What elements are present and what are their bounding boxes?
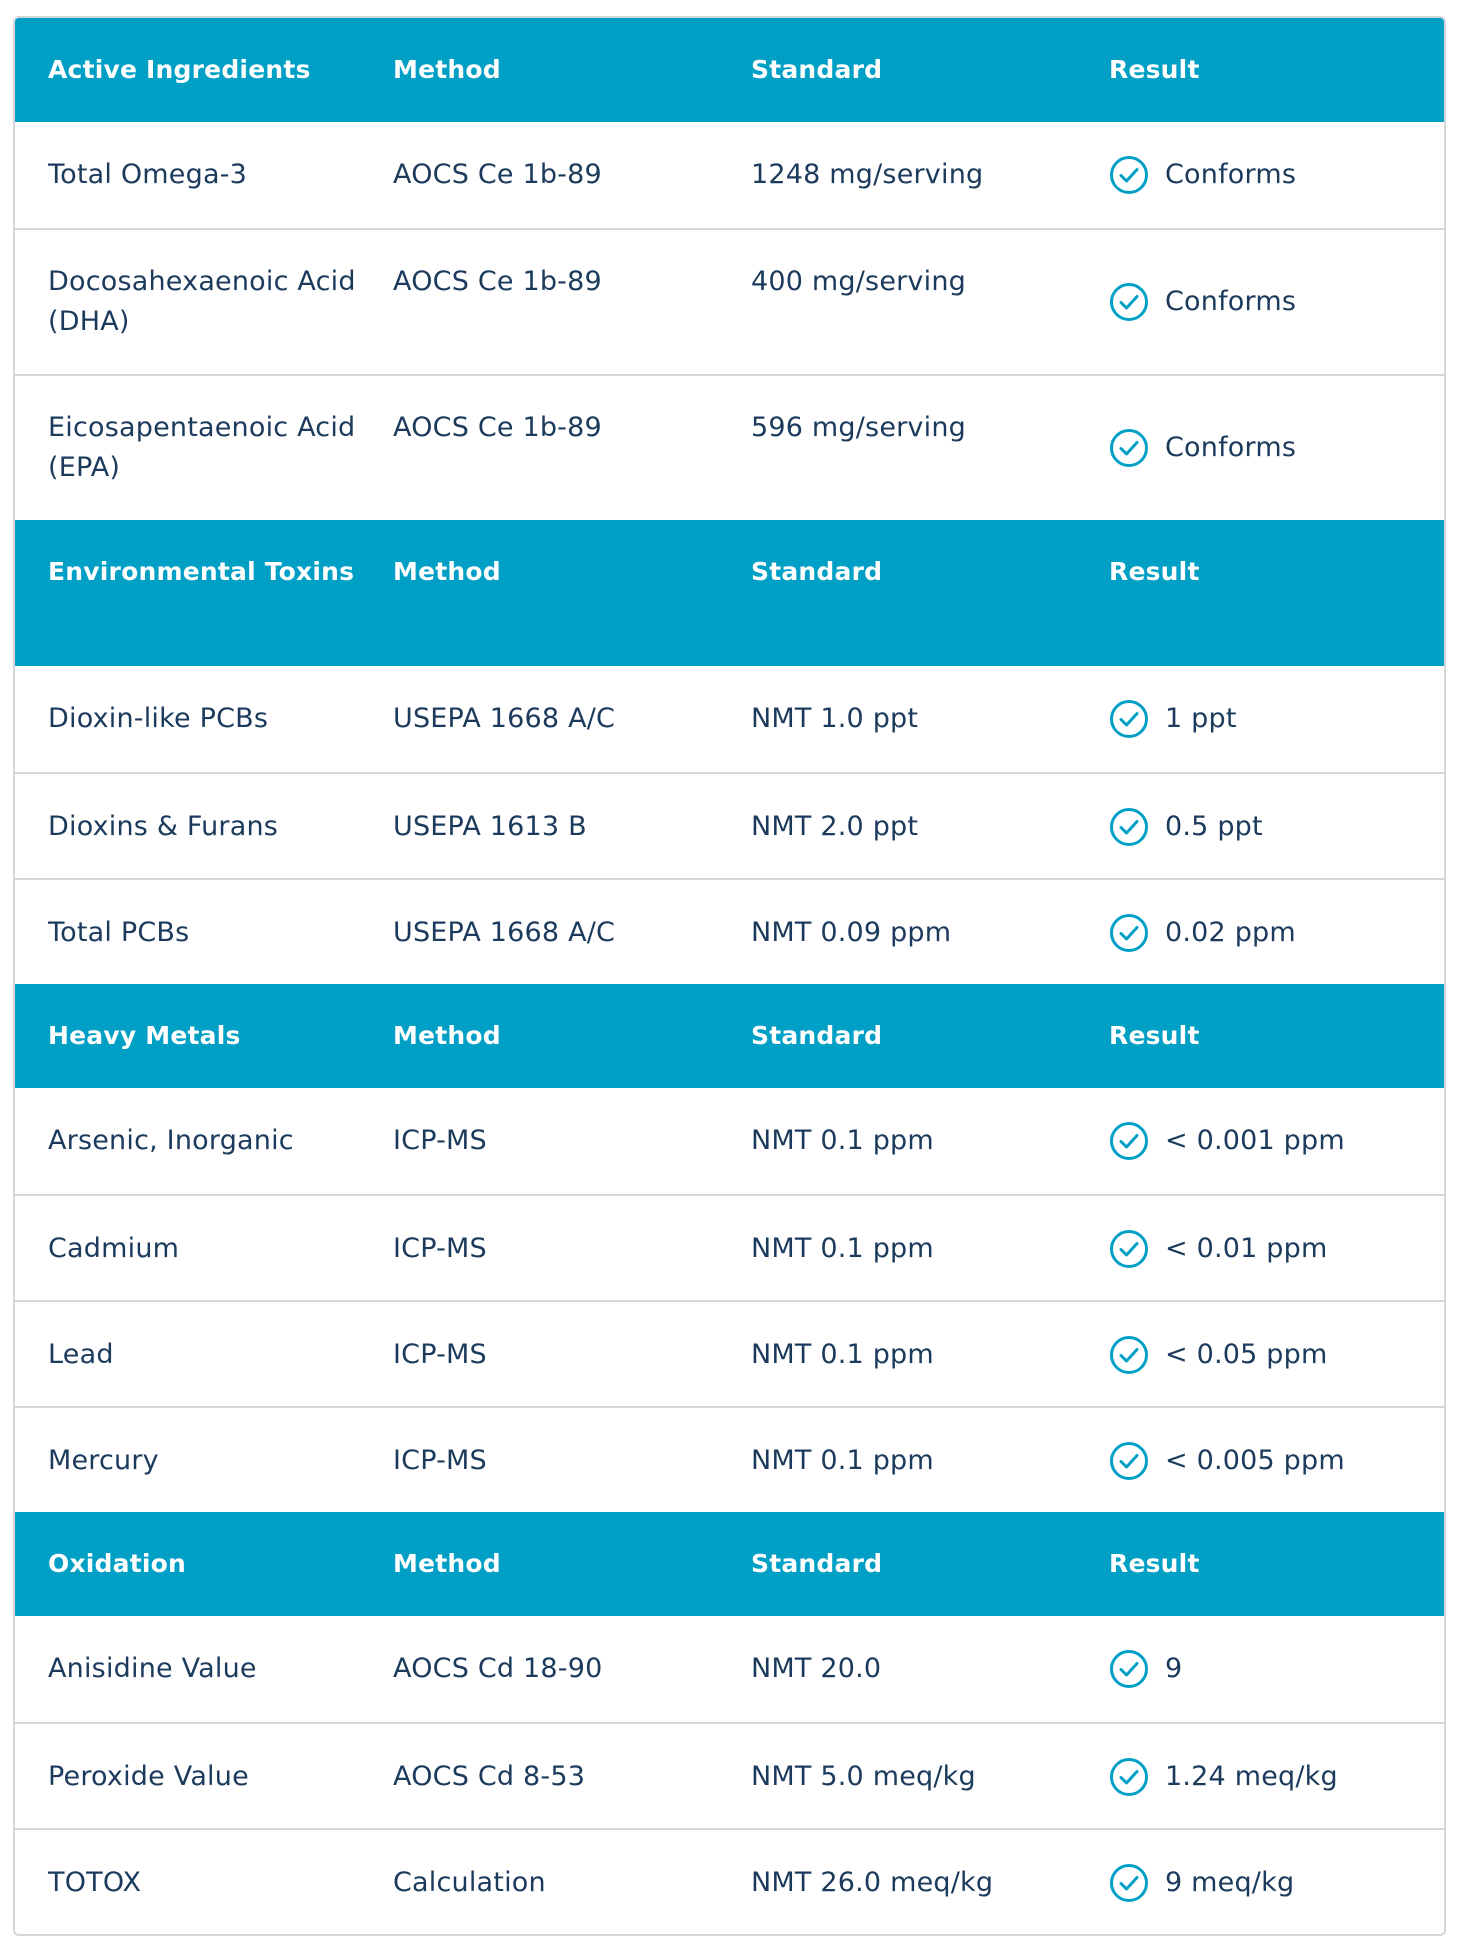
column-header-standard: Standard	[751, 557, 883, 586]
check-circle-icon	[1109, 1757, 1149, 1797]
table-row	[15, 1194, 1444, 1300]
analyte-name: Arsenic, Inorganic	[48, 1125, 294, 1156]
method-value: ICP-MS	[393, 1445, 487, 1476]
table-row	[15, 1300, 1444, 1406]
result-cell	[1089, 913, 1444, 953]
standard-value: 596 mg/serving	[751, 412, 966, 443]
table-row	[15, 1828, 1444, 1934]
standard-value: NMT 2.0 ppt	[751, 811, 919, 842]
column-header-standard: Standard	[751, 55, 883, 84]
column-header-result: Result	[1109, 55, 1200, 84]
table-row	[15, 878, 1444, 984]
method-value: USEPA 1668 A/C	[393, 917, 616, 948]
result-value: 1.24 meq/kg	[1165, 1761, 1338, 1792]
result-cell	[1089, 1121, 1444, 1161]
table-row	[15, 122, 1444, 228]
result-value: < 0.001 ppm	[1165, 1125, 1345, 1156]
result-value: 9	[1165, 1653, 1183, 1684]
column-header-name: Heavy Metals	[48, 1021, 241, 1050]
section-header-heavy-metals	[15, 984, 1444, 1088]
method-value: Calculation	[393, 1867, 546, 1898]
analyte-name: Total Omega-3	[48, 159, 248, 190]
result-value: < 0.01 ppm	[1165, 1233, 1328, 1264]
method-value: USEPA 1668 A/C	[393, 703, 616, 734]
analyte-name: Mercury	[48, 1445, 159, 1476]
standard-value: NMT 0.1 ppm	[751, 1125, 934, 1156]
analyte-name: Eicosapentaenoic Acid (EPA)	[48, 412, 356, 483]
result-value: 0.5 ppt	[1165, 811, 1263, 842]
section-header-oxidation	[15, 1512, 1444, 1616]
column-header-method: Method	[393, 55, 501, 84]
standard-value: 400 mg/serving	[751, 266, 966, 297]
column-header-name: Active Ingredients	[48, 55, 311, 84]
table-row	[15, 228, 1444, 374]
result-cell	[1089, 699, 1444, 739]
analyte-name: Peroxide Value	[48, 1761, 249, 1792]
table-row	[15, 772, 1444, 878]
result-value: Conforms	[1165, 286, 1297, 317]
standard-value: 1248 mg/serving	[751, 159, 984, 190]
result-cell	[1089, 1335, 1444, 1375]
column-header-method: Method	[393, 557, 501, 586]
table-row	[15, 374, 1444, 520]
test-results-table	[13, 16, 1446, 1936]
column-header-result: Result	[1109, 1549, 1200, 1578]
analyte-name: Anisidine Value	[48, 1653, 257, 1684]
result-value: < 0.05 ppm	[1165, 1339, 1328, 1370]
column-header-result: Result	[1109, 557, 1200, 586]
table-row	[15, 1406, 1444, 1512]
result-value: 0.02 ppm	[1165, 917, 1296, 948]
analyte-name: TOTOX	[48, 1867, 142, 1898]
check-circle-icon	[1109, 807, 1149, 847]
column-header-method: Method	[393, 1549, 501, 1578]
result-value: Conforms	[1165, 432, 1297, 463]
method-value: ICP-MS	[393, 1339, 487, 1370]
column-header-standard: Standard	[751, 1549, 883, 1578]
method-value: AOCS Ce 1b-89	[393, 266, 602, 297]
check-circle-icon	[1109, 428, 1149, 468]
check-circle-icon	[1109, 1441, 1149, 1481]
standard-value: NMT 0.1 ppm	[751, 1233, 934, 1264]
result-cell	[1089, 807, 1444, 847]
table-row	[15, 1616, 1444, 1722]
analyte-name: Dioxin-like PCBs	[48, 703, 269, 734]
analyte-name: Docosahexaenoic Acid (DHA)	[48, 266, 356, 337]
standard-value: NMT 0.1 ppm	[751, 1445, 934, 1476]
result-cell	[1089, 282, 1444, 322]
standard-value: NMT 26.0 meq/kg	[751, 1867, 994, 1898]
result-cell	[1089, 428, 1444, 468]
standard-value: NMT 0.09 ppm	[751, 917, 952, 948]
check-circle-icon	[1109, 1335, 1149, 1375]
method-value: ICP-MS	[393, 1233, 487, 1264]
result-cell	[1089, 155, 1444, 195]
check-circle-icon	[1109, 1649, 1149, 1689]
table-row	[15, 1088, 1444, 1194]
result-value: 9 meq/kg	[1165, 1867, 1295, 1898]
check-circle-icon	[1109, 699, 1149, 739]
method-value: AOCS Cd 18-90	[393, 1653, 603, 1684]
check-circle-icon	[1109, 913, 1149, 953]
method-value: ICP-MS	[393, 1125, 487, 1156]
column-header-name: Environmental Toxins	[48, 557, 355, 586]
result-cell	[1089, 1441, 1444, 1481]
result-value: < 0.005 ppm	[1165, 1445, 1345, 1476]
result-value: 1 ppt	[1165, 703, 1237, 734]
column-header-result: Result	[1109, 1021, 1200, 1050]
table-row	[15, 666, 1444, 772]
section-header-environmental-toxins	[15, 520, 1444, 666]
method-value: USEPA 1613 B	[393, 811, 587, 842]
check-circle-icon	[1109, 1121, 1149, 1161]
check-circle-icon	[1109, 155, 1149, 195]
result-cell	[1089, 1863, 1444, 1903]
standard-value: NMT 5.0 meq/kg	[751, 1761, 976, 1792]
standard-value: NMT 0.1 ppm	[751, 1339, 934, 1370]
analyte-name: Cadmium	[48, 1233, 180, 1264]
column-header-method: Method	[393, 1021, 501, 1050]
check-circle-icon	[1109, 1863, 1149, 1903]
result-cell	[1089, 1757, 1444, 1797]
standard-value: NMT 20.0	[751, 1653, 882, 1684]
method-value: AOCS Ce 1b-89	[393, 159, 602, 190]
result-cell	[1089, 1649, 1444, 1689]
table-row	[15, 1722, 1444, 1828]
result-value: Conforms	[1165, 159, 1297, 190]
section-header-active-ingredients	[15, 18, 1444, 122]
method-value: AOCS Ce 1b-89	[393, 412, 602, 443]
check-circle-icon	[1109, 1229, 1149, 1269]
column-header-name: Oxidation	[48, 1549, 187, 1578]
analyte-name: Lead	[48, 1339, 114, 1370]
analyte-name: Total PCBs	[48, 917, 190, 948]
check-circle-icon	[1109, 282, 1149, 322]
method-value: AOCS Cd 8-53	[393, 1761, 586, 1792]
column-header-standard: Standard	[751, 1021, 883, 1050]
result-cell	[1089, 1229, 1444, 1269]
standard-value: NMT 1.0 ppt	[751, 703, 919, 734]
analyte-name: Dioxins & Furans	[48, 811, 279, 842]
